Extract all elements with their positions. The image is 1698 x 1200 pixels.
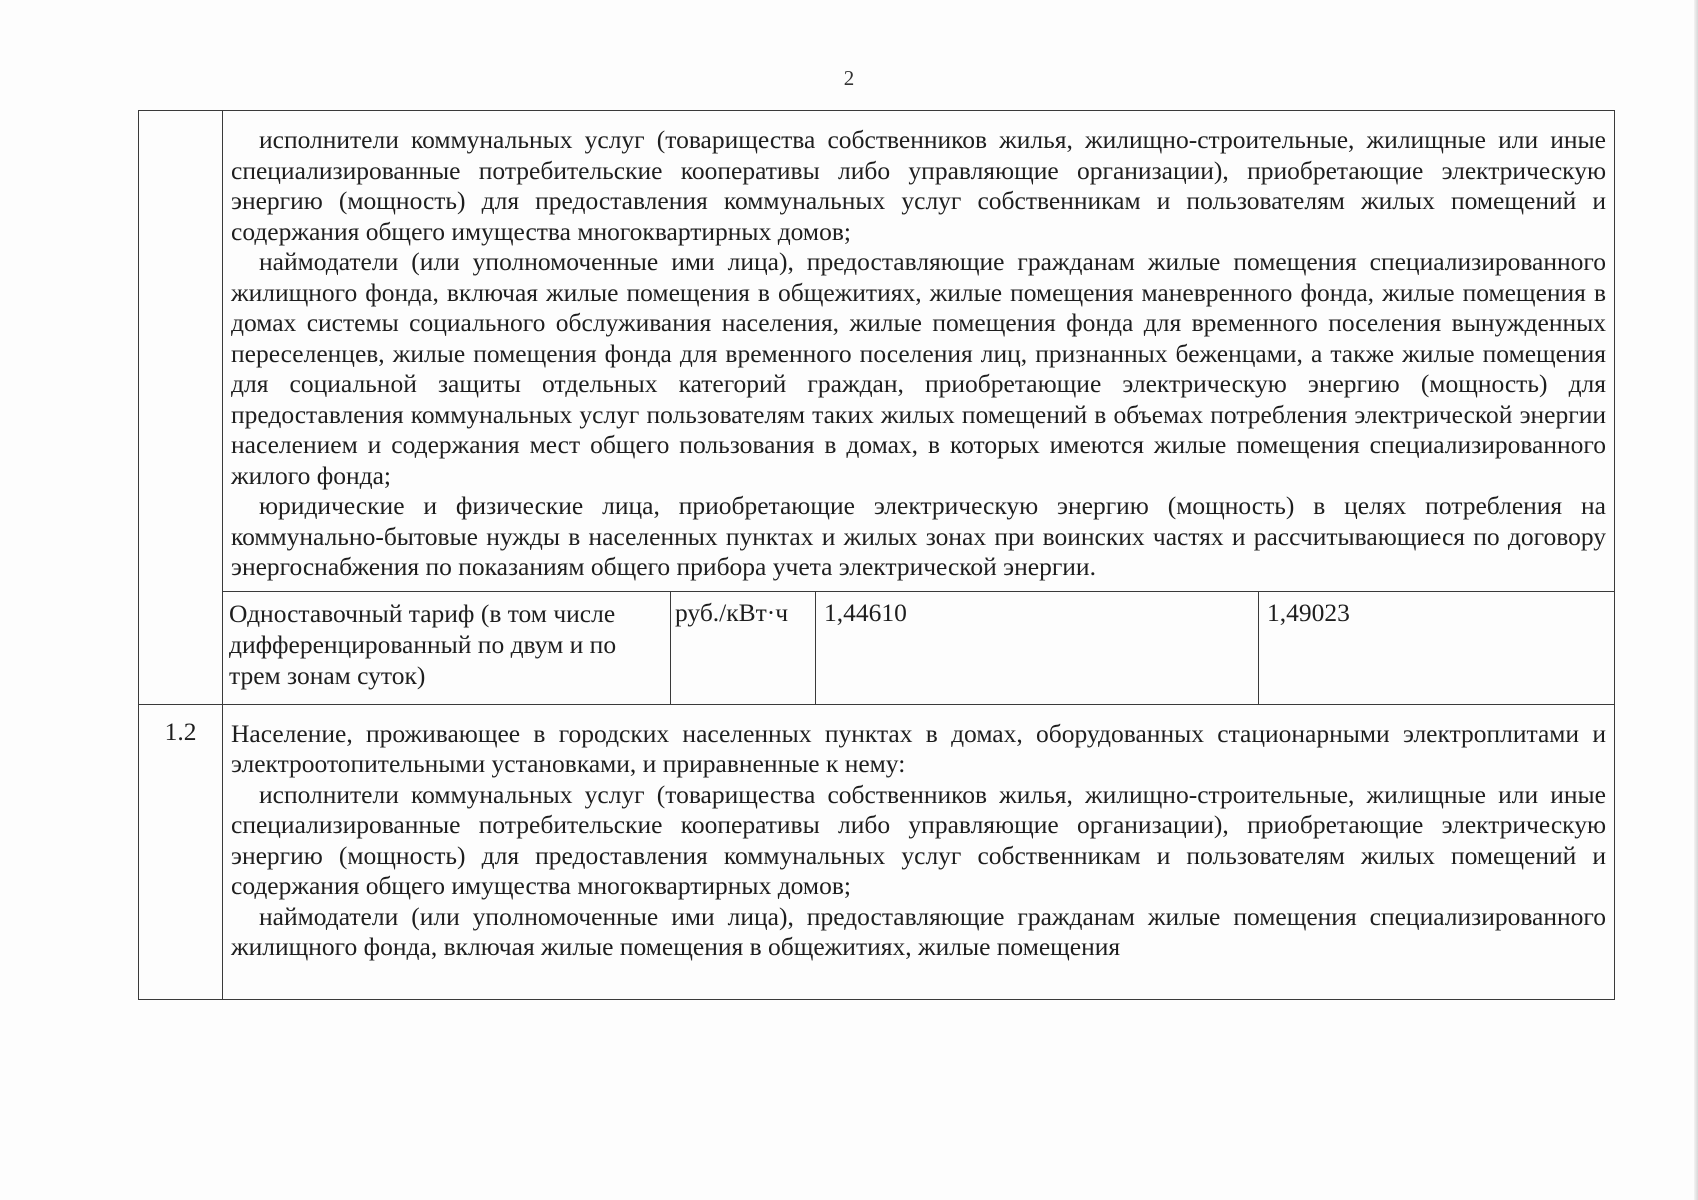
- tariff-value-second-half: 1,49023: [1259, 591, 1615, 704]
- tariff-value-first-half: 1,44610: [816, 591, 1259, 704]
- paragraph-legal-entities: юридические и физические лица, приобретающие электрическую энергию (мощность) в целях потребления на коммунально-бытовые нужды в населенных пунктах и жилых зонах при воинских частях и рассчитывающиеся по договору энергоснабжения по показаниям общего прибора учета электрической энергии.: [231, 491, 1606, 581]
- tariff-unit-cell: руб./кВт·ч: [671, 591, 816, 704]
- consumer-description-cell-1-2: [223, 704, 1615, 999]
- scan-edge-shadow: [1694, 0, 1698, 1200]
- page-number: 2: [843, 66, 855, 90]
- table-row-1-2: [139, 704, 1615, 999]
- tariff-table: [138, 110, 1615, 1000]
- consumer-description-cell: [223, 111, 1615, 592]
- table-row-continuation: [139, 111, 1615, 592]
- tariff-label-cell: Одноставочный тариф (в том числе дифференцированный по двум и по трем зонам суток): [223, 591, 671, 704]
- paragraph-landlords: наймодатели (или уполномоченные ими лица), предоставляющие гражданам жилые помещения специализированного жилищного фонда, включая жилые помещения в общежитиях, жилые помещения маневренного фонда, жилые помещения в домах системы социального обслуживания населения, жилые помещения фонда для временного поселения вынужденных переселенцев, жилые помещения фонда для временного поселения лиц, признанных беженцами, а также жилые помещения для социальной защиты отдельных категорий граждан, приобретающие электрическую энергию (мощность) для предоставления коммунальных услуг пользователям таких жилых помещений в объемах потребления электрической энергии населением и содержания мест общего пользования в домах, в которых имеются жилые помещения специализированного жилого фонда;: [231, 247, 1606, 490]
- row-number-cell: 1.2: [139, 704, 223, 999]
- table-row-tariff: [139, 591, 1615, 704]
- paragraph-utility-providers-1-2: исполнители коммунальных услуг (товарищества собственников жилья, жилищно-строительные, жилищные или иные специализированные потребительские кооперативы либо управляющие организации), приобретающие электрическую энергию (мощность) для предоставления коммунальных услуг собственникам и пользователям жилых помещений и содержания общего имущества многоквартирных домов;: [231, 779, 1606, 900]
- row-number-cell-empty: [139, 111, 223, 705]
- paragraph-utility-providers: исполнители коммунальных услуг (товарищества собственников жилья, жилищно-строительные, жилищные или иные специализированные потребительские кооперативы либо управляющие организации), приобретающие электрическую энергию (мощность) для предоставления коммунальных услуг собственникам и пользователям жилых помещений и содержания общего имущества многоквартирных домов;: [231, 125, 1606, 246]
- paragraph-urban-population: Население, проживающее в городских населенных пунктах в домах, оборудованных стационарными электроплитами и электроотопительными установками, и приравненные к нему:: [231, 718, 1606, 778]
- paragraph-landlords-1-2: наймодатели (или уполномоченные ими лица), предоставляющие гражданам жилые помещения специализированного жилищного фонда, включая жилые помещения в общежитиях, жилые помещения: [231, 901, 1606, 961]
